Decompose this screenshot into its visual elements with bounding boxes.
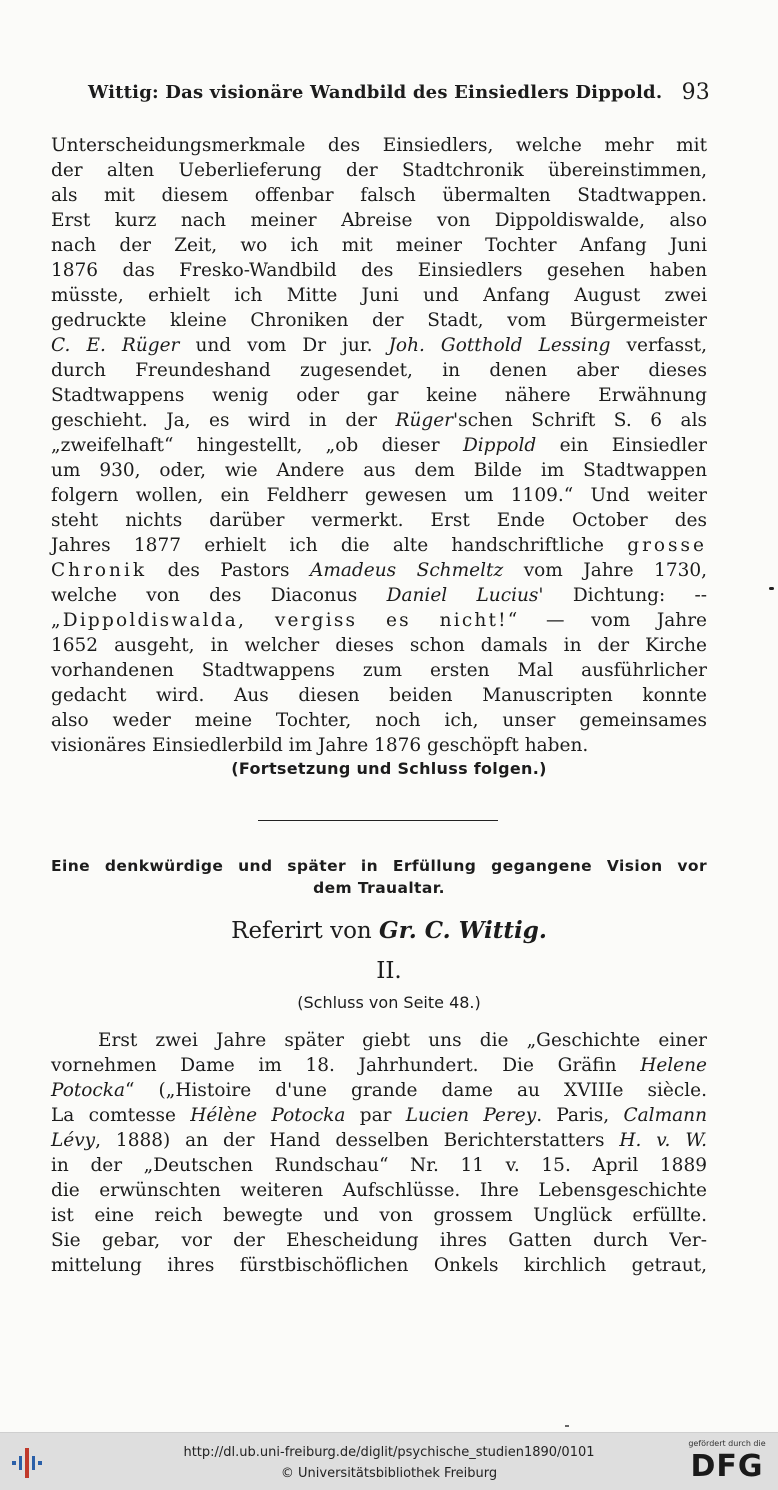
viewer-footer: [0, 1432, 778, 1490]
body-line: welche von des Diaconus Daniel Lucius' Dichtung: --: [51, 585, 708, 606]
scan-speck: [565, 1425, 569, 1427]
body-line: mittelung ihres fürstbischöflichen Onkels kirchlich getraut,: [51, 1255, 707, 1276]
person-name: Amadeus Schmeltz: [310, 560, 504, 581]
page-number: 93: [681, 80, 710, 105]
person-name: Hélène Potocka: [190, 1105, 346, 1126]
body-line: ist eine reich bewegte und von grossem Unglück erfüllte.: [51, 1205, 707, 1226]
scan-speck: [769, 587, 774, 590]
body-line: visionäres Einsiedlerbild im Jahre 1876 geschöpft haben.: [51, 735, 589, 756]
body-line: gedacht wird. Aus diesen beiden Manuscripten konnte: [51, 685, 707, 706]
body-line: Erst kurz nach meiner Abreise von Dippoldiswalde, also: [51, 210, 707, 231]
body-line: 1876 das Fresko-Wandbild des Einsiedlers gesehen haben: [51, 260, 707, 281]
body-line: um 930, oder, wie Andere aus dem Bilde im Stadtwappen: [51, 460, 707, 481]
section-divider: [258, 820, 498, 821]
person-name: Rüger: [395, 410, 454, 431]
body-line: Stadtwappens wenig oder gar keine nähere Erwähnung: [51, 385, 707, 406]
running-head: [88, 82, 708, 112]
body-line: nach der Zeit, wo ich mit meiner Tochter Anfang Juni: [51, 235, 707, 256]
conclusion-note: (Schluss von Seite 48.): [297, 993, 481, 1012]
author-name: Gr. C. Wittig.: [379, 917, 547, 944]
part-number: II.: [376, 958, 402, 984]
source-url[interactable]: http://dl.ub.uni-freiburg.de/diglit/psychische_studien1890/0101: [183, 1445, 595, 1460]
body-line: der alten Ueberlieferung der Stadtchronik übereinstimmen,: [51, 160, 707, 181]
body-line: als mit diesem offenbar falsch übermalten Stadtwappen.: [51, 185, 707, 206]
body-line: die erwünschten weiteren Aufschlüsse. Ihre Lebensgeschichte: [51, 1180, 707, 1201]
spaced-emphasis: „Dippoldiswalda, vergiss es nicht!“: [51, 610, 520, 631]
body-line: also weder meine Tochter, noch ich, unser gemeinsames: [51, 710, 707, 731]
body-line: steht nichts darüber vermerkt. Erst Ende October des: [51, 510, 707, 531]
body-line: Jahres 1877 erhielt ich die alte handschriftliche grosse: [51, 535, 707, 556]
person-name: Lucien Perey: [405, 1105, 537, 1126]
body-line: Erst zwei Jahre später giebt uns die „Geschichte einer: [98, 1030, 707, 1051]
person-name: Helene: [640, 1055, 707, 1076]
body-line: „zweifelhaft“ hingestellt, „ob dieser Dippold ein Einsiedler: [51, 435, 707, 456]
publisher-name: Lévy: [51, 1130, 96, 1151]
body-line: Chronik des Pastors Amadeus Schmeltz vom Jahre 1730,: [51, 560, 708, 581]
person-name: Joh. Gotthold Lessing: [388, 335, 611, 356]
dfg-caption: gefördert durch die: [688, 1439, 766, 1448]
body-line: durch Freundeshand zugesendet, in denen aber dieses: [51, 360, 707, 381]
body-line: La comtesse Hélène Potocka par Lucien Perey. Paris, Calmann: [51, 1105, 708, 1126]
article-title: Eine denkwürdige und später in Erfüllung gegangene Vision vor: [51, 857, 707, 875]
continuation-note: (Fortsetzung und Schluss folgen.): [231, 759, 547, 778]
article-title-cont: dem Traualtar.: [313, 879, 445, 897]
body-line: Sie gebar, vor der Ehescheidung ihres Gatten durch Ver-: [51, 1230, 707, 1251]
body-line: 1652 ausgeht, in welcher dieses schon damals in der Kirche: [51, 635, 707, 656]
body-line: geschieht. Ja, es wird in der Rüger'schen Schrift S. 6 als: [51, 410, 707, 431]
body-line: Lévy, 1888) an der Hand desselben Berichterstatters H. v. W.: [51, 1130, 708, 1151]
body-line: C. E. Rüger und vom Dr jur. Joh. Gotthold Lessing verfasst,: [51, 335, 707, 356]
body-line: Potocka“ („Histoire d'une grande dame au XVIIIe siècle.: [51, 1080, 707, 1101]
publisher-name: Calmann: [623, 1105, 708, 1126]
body-line: gedruckte kleine Chroniken der Stadt, vom Bürgermeister: [51, 310, 707, 331]
body-line: „Dippoldiswalda, vergiss es nicht!“ — vom Jahre: [51, 610, 707, 631]
person-name: H. v. W.: [619, 1130, 708, 1151]
person-name: Daniel Lucius: [386, 585, 539, 606]
person-name: Dippold: [462, 435, 537, 456]
body-line: folgern wollen, ein Feldherr gewesen um 1109.“ Und weiter: [51, 485, 707, 506]
body-line: vornehmen Dame im 18. Jahrhundert. Die Gräfin Helene: [51, 1055, 707, 1076]
byline: Referirt von Gr. C. Wittig.: [231, 917, 547, 944]
spaced-emphasis: Chronik: [51, 560, 148, 581]
body-line: vorhandenen Stadtwappens zum ersten Mal ausführlicher: [51, 660, 707, 681]
body-line: müsste, erhielt ich Mitte Juni und Anfang August zwei: [51, 285, 707, 306]
dfg-logo-mark: DFG: [690, 1449, 764, 1484]
person-name: C. E. Rüger: [51, 335, 180, 356]
dfg-logo: [686, 1439, 768, 1485]
body-line: in der „Deutschen Rundschau“ Nr. 11 v. 15. April 1889: [51, 1155, 707, 1176]
body-line: Unterscheidungsmerkmale des Einsiedlers, welche mehr mit: [51, 135, 707, 156]
spaced-emphasis: grosse: [627, 535, 707, 556]
running-title: Wittig: Das visionäre Wandbild des Einsiedlers Dippold.: [88, 82, 663, 103]
person-name: Potocka: [51, 1080, 126, 1101]
copyright-notice: © Universitätsbibliothek Freiburg: [280, 1466, 498, 1481]
